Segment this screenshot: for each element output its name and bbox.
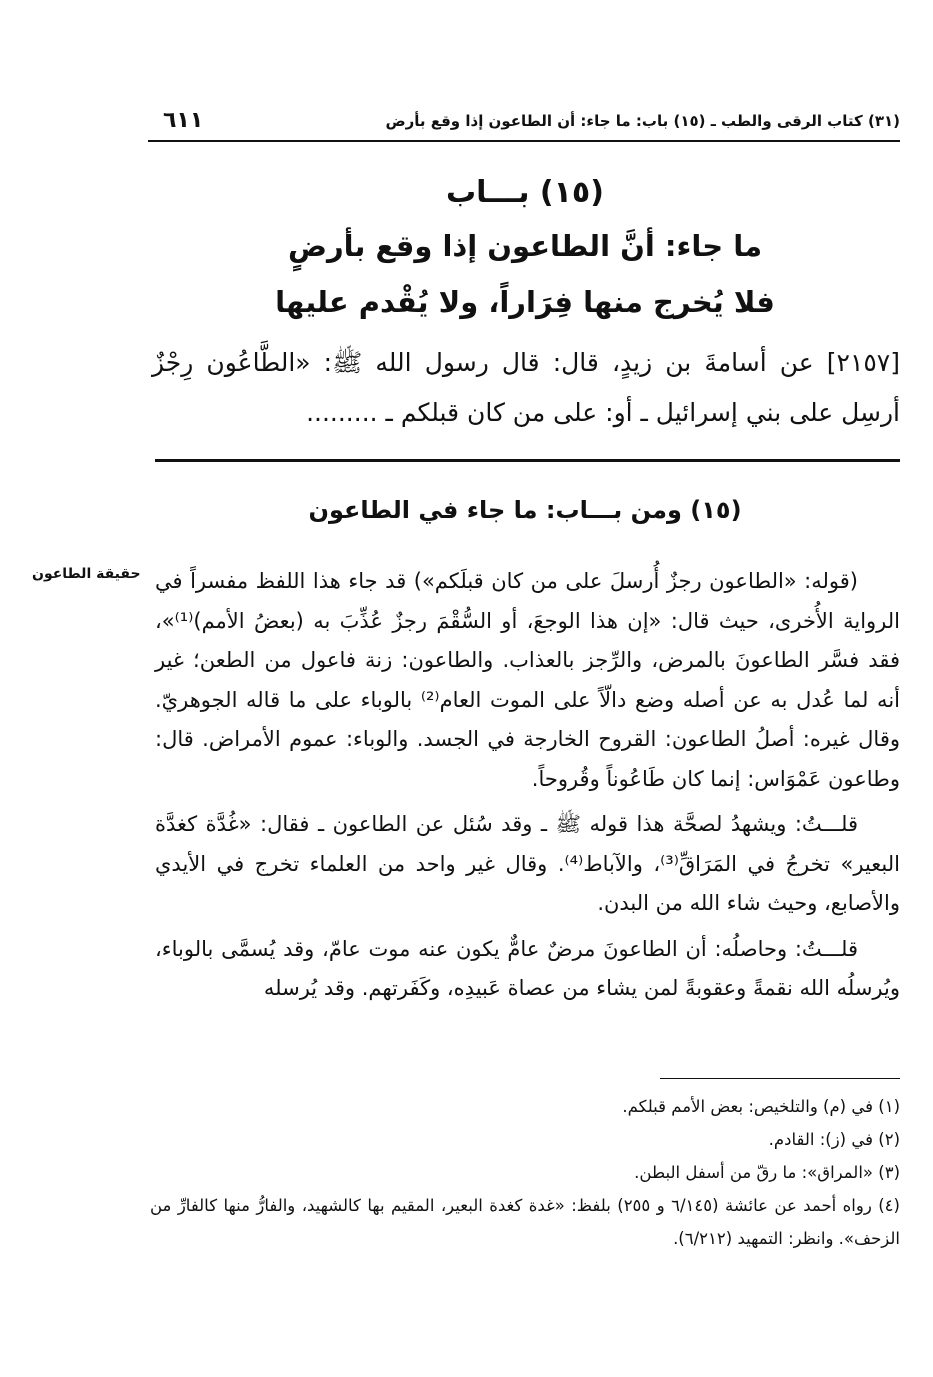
commentary-body — [155, 562, 900, 1009]
running-header — [155, 108, 900, 138]
chapter-title-line-2: فلا يُخرج منها فِرَاراً، ولا يُقْدم عليها — [275, 285, 775, 319]
footnote-rule — [660, 1078, 900, 1079]
footnote-3: (٣) «المراق»: ما رقّ من أسفل البطن. — [634, 1163, 900, 1182]
footnotes — [150, 1090, 900, 1255]
chapter-title-line-1: ما جاء: أنَّ الطاعون إذا وقع بأرضٍ — [287, 229, 763, 263]
header-rule — [148, 140, 900, 142]
chapter-titles — [150, 168, 900, 330]
footnote-1: (١) في (م) والتلخيص: بعض الأمم قبلكم. — [622, 1097, 900, 1116]
running-title: (٣١) كتاب الرقى والطب ـ (١٥) باب: ما جاء: أن الطاعون إذا وقع بأرض — [385, 112, 900, 130]
hadith-text: [٢١٥٧] عن أسامةَ بن زيدٍ، قال: قال رسول الله ﷺ: «الطَّاعُون رِجْزٌ أرسِل على بني إسرائيل ـ أو: على من كان قبلكم ـ ......... — [152, 348, 900, 427]
commentary-paragraph-1: (قوله: «الطاعون رجزٌ أُرسلَ على من كان قبلَكم») قد جاء هذا اللفظ مفسراً في الرواية الأُخرى، حيث قال: «إن هذا الوجعَ، أو السُّقْمَ رجزٌ عُذِّبَ به (بعضُ الأمم)⁽¹⁾»، فقد فسَّر الطاعونَ بالمرض، والرِّجز بالعذاب. والطاعون: زنة فاعول من الطعن؛ غير أنه لما عُدل به عن أصله وضع دالّاً على الموت العام⁽²⁾ بالوباء على ما قاله الجوهريّ. وقال غيره: أصلُ الطاعون: القروح الخارجة في الجسد. والوباء: عموم الأمراض. قال: وطاعون عَمْوَاس: إنما كان طَاعُوناً وقُروحاً. — [155, 569, 900, 791]
footnote-4: (٤) رواه أحمد عن عائشة (٦/١٤٥ و ٢٥٥) بلفظ: «غدة كغدة البعير، المقيم بها كالشهيد، والفارُّ منها كالفارِّ من الزحف». وانظر: التمهيد (٦/٢١٢). — [150, 1196, 900, 1248]
footnote-2: (٢) في (ز): القادم. — [768, 1130, 900, 1149]
commentary-paragraph-2: قلـــتُ: ويشهدُ لصحَّة هذا قوله ﷺ ـ وقد سُئل عن الطاعون ـ فقال: «غُدَّة كغدَّة البعير» تخرجُ في المَرَاقِّ⁽³⁾، والآباط⁽⁴⁾. وقال غير واحد من العلماء تخرج في الأيدي والأصابع، وحيث شاء الله من البدن. — [155, 812, 900, 915]
commentary-paragraph-3: قلـــتُ: وحاصلُه: أن الطاعونَ مرضٌ عامٌّ يكون عنه موت عامّ، وقد يُسمَّى بالوباء، ويُرسلُه الله نقمةً وعقوبةً لمن يشاء من عصاة عَبيدِه، وكَفَرتهم. وقد يُرسله — [155, 936, 900, 1000]
page-number: ٦١١ — [163, 108, 204, 133]
chapter-number: (١٥) بـــاب — [446, 175, 604, 210]
section-divider — [155, 459, 900, 462]
commentary-heading: (١٥) ومن بـــاب: ما جاء في الطاعون — [308, 496, 742, 524]
margin-note: حقيقة الطاعون — [32, 566, 141, 582]
